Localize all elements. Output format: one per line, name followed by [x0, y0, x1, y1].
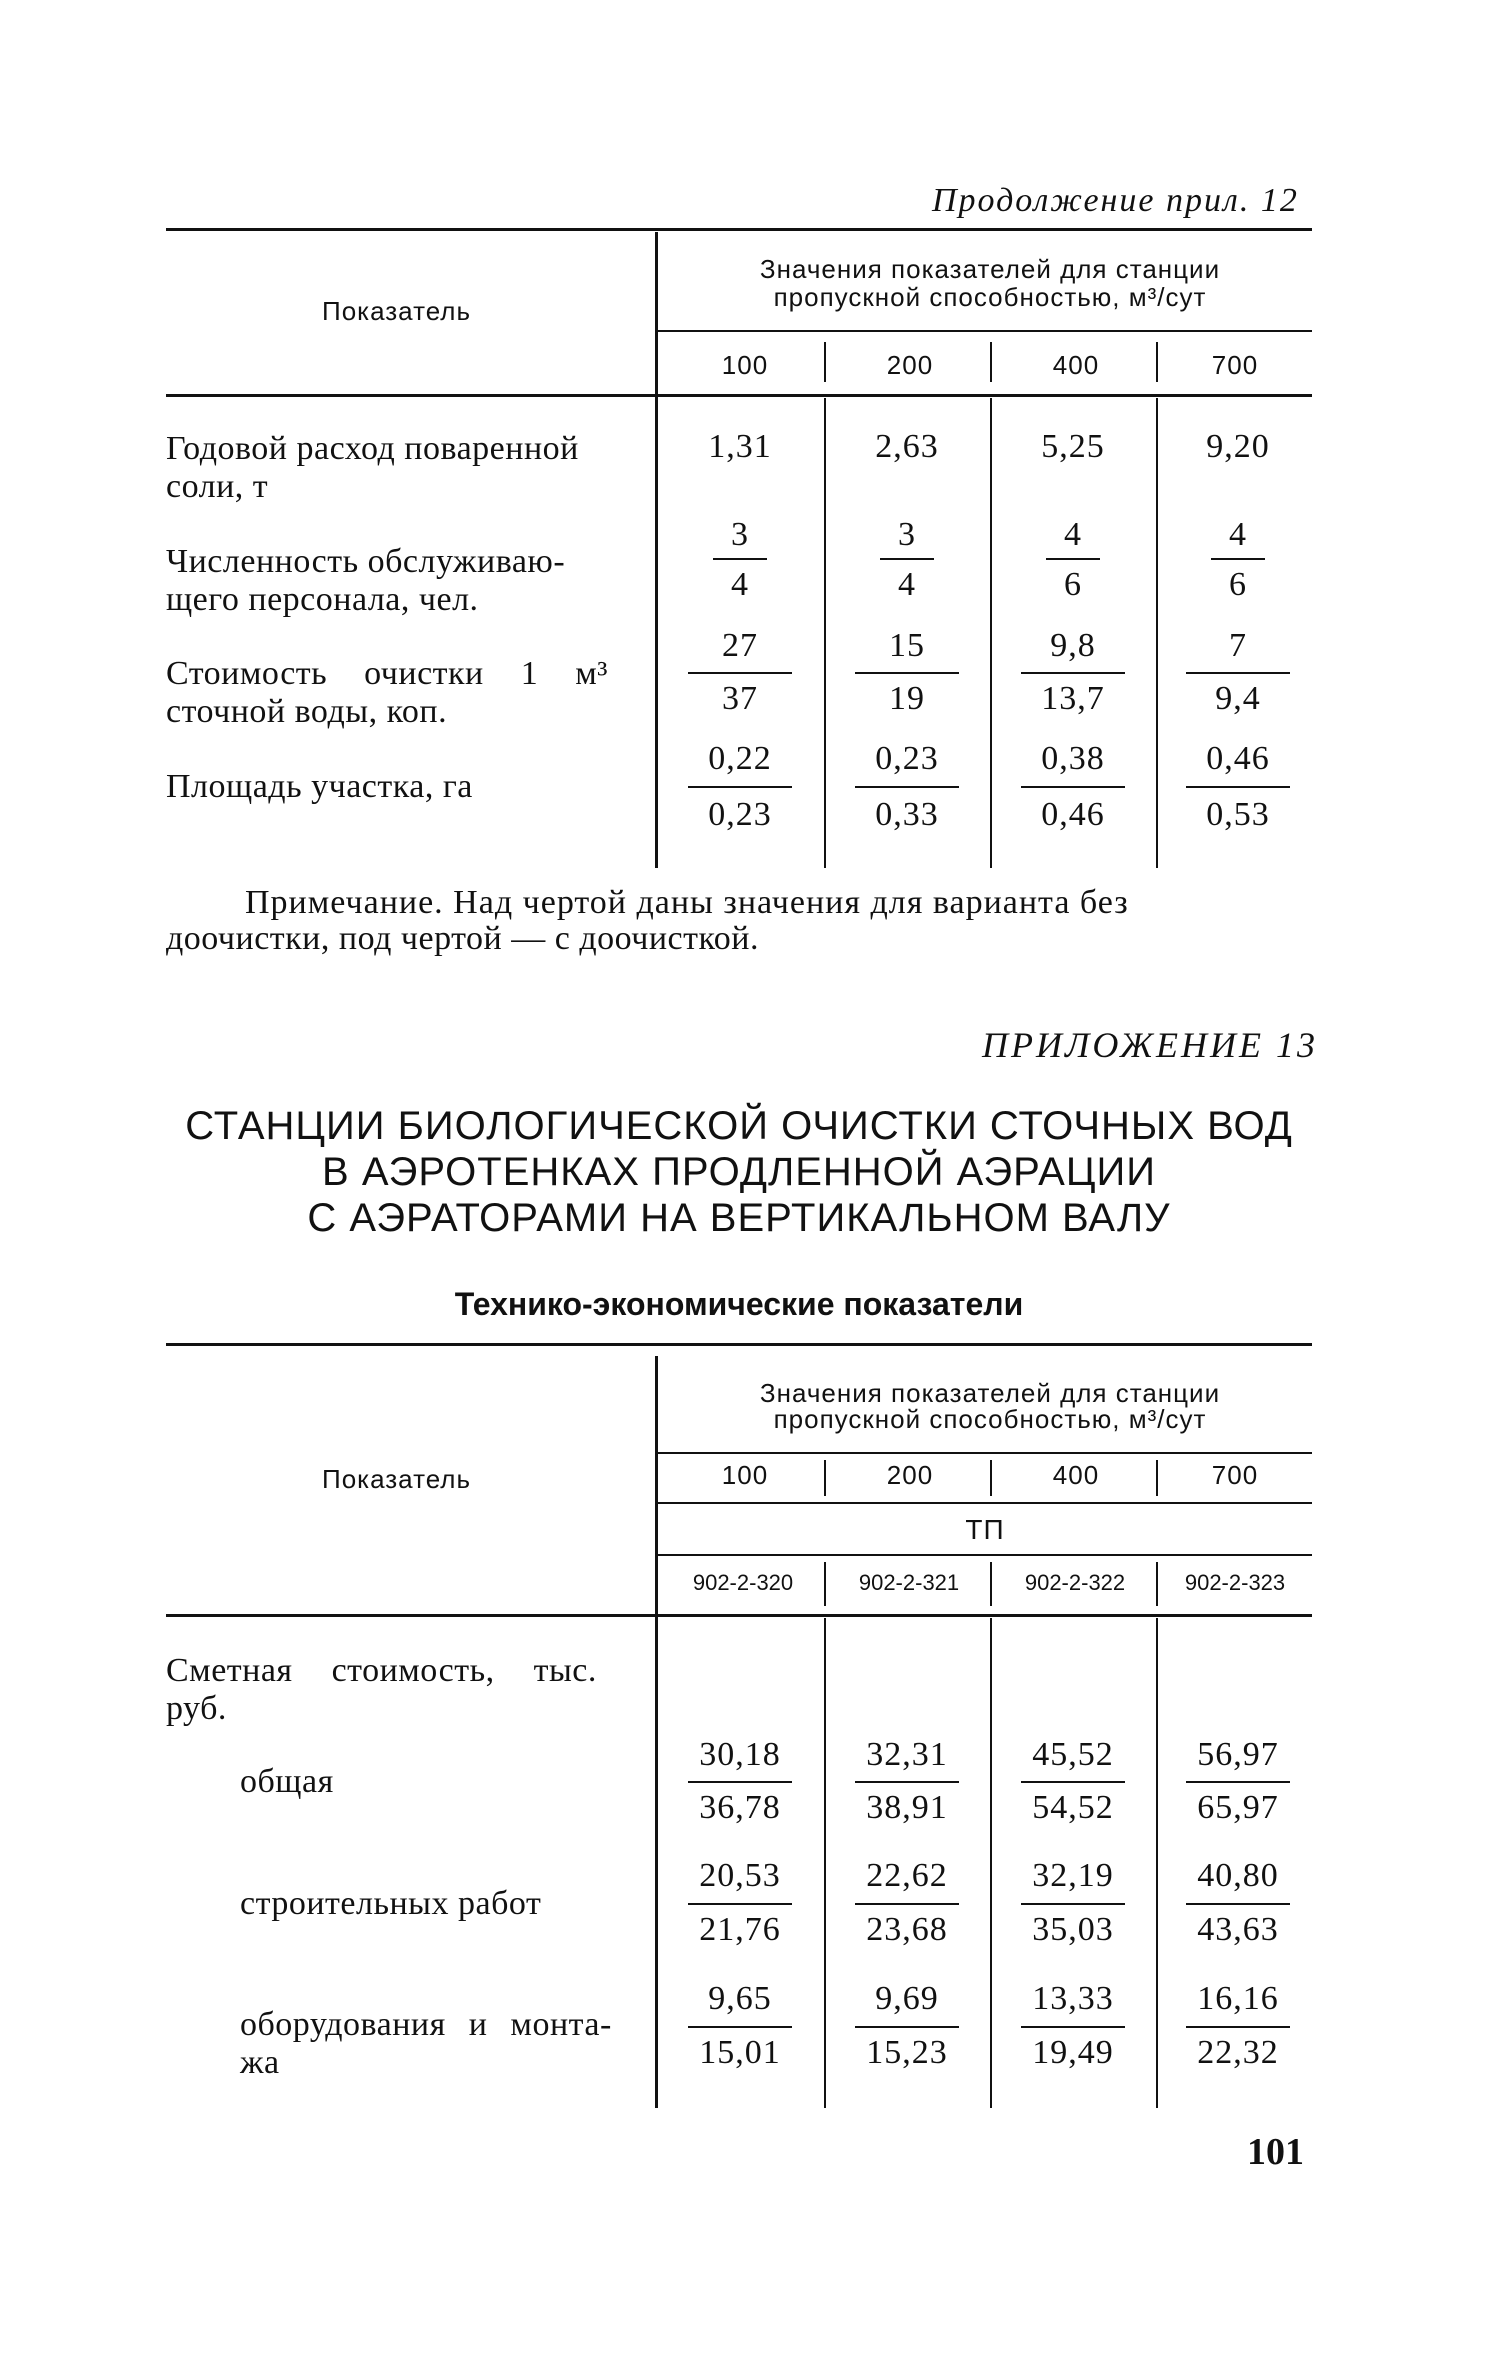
cell-bottom: 13,7 [1041, 680, 1105, 717]
note-line-2: доочистки, под чертой — с доочисткой. [166, 920, 759, 957]
table-row-label [240, 1885, 640, 1923]
label-line: жа [240, 2044, 280, 2081]
cell-bottom: 15,23 [866, 2034, 948, 2071]
cell-value: 5,25 [1041, 428, 1105, 465]
cell-top: 45,52 [1032, 1736, 1114, 1773]
table-2-tp-code: 902-2-323 [1184, 1570, 1286, 1595]
cell-bottom: 37 [722, 680, 758, 717]
cell-bottom: 0,46 [1041, 796, 1105, 833]
table-2-tp-label: ТП [965, 1514, 1005, 1545]
label-line: Сметная стоимость, тыс. [166, 1652, 597, 1689]
table-1-col-100: 100 [721, 350, 769, 380]
table-2-tp-code: 902-2-320 [692, 1570, 794, 1595]
fraction-bar [1186, 1781, 1290, 1783]
label-line: оборудования и монта- [240, 2006, 612, 2043]
fraction-bar [1186, 672, 1290, 674]
cell-top: 27 [722, 627, 758, 664]
table-1-header-values-line1: Значения показателей для станции [759, 254, 1221, 284]
running-header: Продолжение прил. 12 [932, 182, 1299, 219]
fraction-bar [1021, 2026, 1125, 2028]
fraction-bar [880, 558, 934, 560]
cell-bottom: 43,63 [1197, 1911, 1279, 1948]
cell-bottom: 4 [898, 566, 916, 603]
cell-bottom: 0,33 [875, 796, 939, 833]
table-row-label [166, 655, 636, 731]
cell-top: 0,23 [875, 740, 939, 777]
cell-value: 9,20 [1206, 428, 1270, 465]
cell-bottom: 9,4 [1215, 680, 1261, 717]
fraction-bar [1021, 1903, 1125, 1905]
table-2-tp-code: 902-2-321 [858, 1570, 960, 1595]
table-1-header-indicator: Показатель [322, 296, 472, 326]
table-1-top-rule [166, 228, 1312, 231]
label-line: Годовой расход поваренной [166, 430, 579, 467]
label-line: общая [240, 1763, 334, 1800]
label-line: Площадь участка, га [166, 768, 473, 805]
label-line: соли, т [166, 468, 269, 505]
table-2-header-values-line1: Значения показателей для станции [759, 1378, 1221, 1408]
fraction-bar [713, 558, 767, 560]
table-2-tp-code: 902-2-322 [1024, 1570, 1126, 1595]
cell-top: 40,80 [1197, 1857, 1279, 1894]
table-1-col-line [990, 398, 992, 868]
table-2-codes-rule [658, 1554, 1312, 1556]
fraction-bar [1211, 558, 1265, 560]
fraction-bar [855, 1781, 959, 1783]
cell-top: 0,46 [1206, 740, 1270, 777]
page-number: 101 [1247, 2131, 1304, 2173]
table-2-col-sep [1156, 1460, 1158, 1496]
fraction-bar [1046, 558, 1100, 560]
cell-top: 20,53 [699, 1857, 781, 1894]
fraction-bar [688, 2026, 792, 2028]
cell-bottom: 0,23 [708, 796, 772, 833]
cell-bottom: 54,52 [1032, 1789, 1114, 1826]
table-1-col-sep [990, 342, 992, 382]
fraction-bar [688, 1781, 792, 1783]
fraction-bar [688, 1903, 792, 1905]
table-2-col-700: 700 [1211, 1460, 1259, 1490]
table-1-divider [655, 232, 658, 868]
cell-top: 22,62 [866, 1857, 948, 1894]
table-2-divider [655, 1356, 658, 2108]
table-2-columns-rule [658, 1452, 1312, 1454]
cell-top: 0,38 [1041, 740, 1105, 777]
table-row-label [240, 1763, 640, 1801]
cell-top: 16,16 [1197, 1980, 1279, 2017]
fraction-bar [855, 2026, 959, 2028]
cell-bottom: 0,53 [1206, 796, 1270, 833]
cell-top: 13,33 [1032, 1980, 1114, 2017]
table-row-label [166, 430, 636, 506]
label-line: строительных работ [240, 1885, 542, 1922]
table-1-col-400: 400 [1052, 350, 1100, 380]
cell-top: 9,8 [1050, 627, 1096, 664]
title-line-3: С АЭРАТОРАМИ НА ВЕРТИКАЛЬНОМ ВАЛУ [307, 1196, 1171, 1240]
cell-top: 7 [1229, 627, 1247, 664]
cell-top: 30,18 [699, 1736, 781, 1773]
fraction-bar [855, 1903, 959, 1905]
table-row-label [240, 2006, 640, 2082]
label-line: руб. [166, 1690, 227, 1727]
cell-bottom: 38,91 [866, 1789, 948, 1826]
fraction-bar [1021, 1781, 1125, 1783]
table-1-col-sep [824, 342, 826, 382]
cell-bottom: 6 [1229, 566, 1247, 603]
table-1-col-line [1156, 398, 1158, 868]
cell-top: 32,31 [866, 1736, 948, 1773]
table-1-col-200: 200 [886, 350, 934, 380]
cell-bottom: 19 [889, 680, 925, 717]
cell-bottom: 22,32 [1197, 2034, 1279, 2071]
label-line: щего персонала, чел. [166, 581, 479, 618]
appendix-label: ПРИЛОЖЕНИЕ 13 [982, 1025, 1318, 1065]
cell-bottom: 65,97 [1197, 1789, 1279, 1826]
table-2-col-line [824, 1618, 826, 2108]
label-line: сточной воды, коп. [166, 693, 448, 730]
title-line-2: В АЭРОТЕНКАХ ПРОДЛЕННОЙ АЭРАЦИИ [322, 1150, 1156, 1194]
fraction-bar [1186, 1903, 1290, 1905]
cell-top: 4 [1229, 516, 1247, 553]
cell-bottom: 15,01 [699, 2034, 781, 2071]
fraction-bar [1186, 786, 1290, 788]
fraction-bar [1021, 786, 1125, 788]
cell-top: 9,65 [708, 1980, 772, 2017]
cell-top: 4 [1064, 516, 1082, 553]
table-row-label [166, 543, 636, 619]
cell-top: 56,97 [1197, 1736, 1279, 1773]
cell-bottom: 36,78 [699, 1789, 781, 1826]
fraction-bar [855, 672, 959, 674]
table-2-tp-rule [658, 1502, 1312, 1504]
table-2-header-indicator: Показатель [322, 1464, 472, 1494]
table-2-col-100: 100 [721, 1460, 769, 1490]
cell-top: 9,69 [875, 1980, 939, 2017]
cell-top: 32,19 [1032, 1857, 1114, 1894]
table-row-label [166, 768, 636, 806]
table-2-col-200: 200 [886, 1460, 934, 1490]
cell-bottom: 35,03 [1032, 1911, 1114, 1948]
cell-bottom: 19,49 [1032, 2034, 1114, 2071]
table-1-col-700: 700 [1211, 350, 1259, 380]
cell-bottom: 4 [731, 566, 749, 603]
table-2-header-bottom-rule [166, 1614, 1312, 1617]
table-1-header-bottom-rule [166, 394, 1312, 397]
note-line-1: Примечание. Над чертой даны значения для варианта без [245, 884, 1129, 921]
table-1-header-values-line2: пропускной способностью, м³/сут [773, 282, 1207, 312]
table-2-col-line [990, 1618, 992, 2108]
table-2-col-sep [824, 1460, 826, 1496]
cell-value: 2,63 [875, 428, 939, 465]
table-2-group-label [166, 1652, 636, 1728]
label-line: Стоимость очистки 1 м³ [166, 655, 608, 692]
table-2-top-rule [166, 1343, 1312, 1346]
table-1-col-sep [1156, 342, 1158, 382]
fraction-bar [855, 786, 959, 788]
table-1-subheader-rule [658, 330, 1312, 332]
table-2-header-values-line2: пропускной способностью, м³/сут [773, 1404, 1207, 1434]
cell-top: 0,22 [708, 740, 772, 777]
fraction-bar [688, 672, 792, 674]
cell-top: 3 [898, 516, 916, 553]
subtitle: Технико-экономические показатели [454, 1286, 1024, 1322]
fraction-bar [688, 786, 792, 788]
table-1-col-line [824, 398, 826, 868]
fraction-bar [1186, 2026, 1290, 2028]
cell-bottom: 21,76 [699, 1911, 781, 1948]
label-line: Численность обслуживаю- [166, 543, 566, 580]
cell-top: 3 [731, 516, 749, 553]
cell-top: 15 [889, 627, 925, 664]
cell-bottom: 6 [1064, 566, 1082, 603]
table-2-col-400: 400 [1052, 1460, 1100, 1490]
cell-bottom: 23,68 [866, 1911, 948, 1948]
title-line-1: СТАНЦИИ БИОЛОГИЧЕСКОЙ ОЧИСТКИ СТОЧНЫХ ВОД [185, 1104, 1293, 1148]
cell-value: 1,31 [708, 428, 772, 465]
table-2-col-line [1156, 1618, 1158, 2108]
fraction-bar [1021, 672, 1125, 674]
table-2-col-sep [990, 1460, 992, 1496]
